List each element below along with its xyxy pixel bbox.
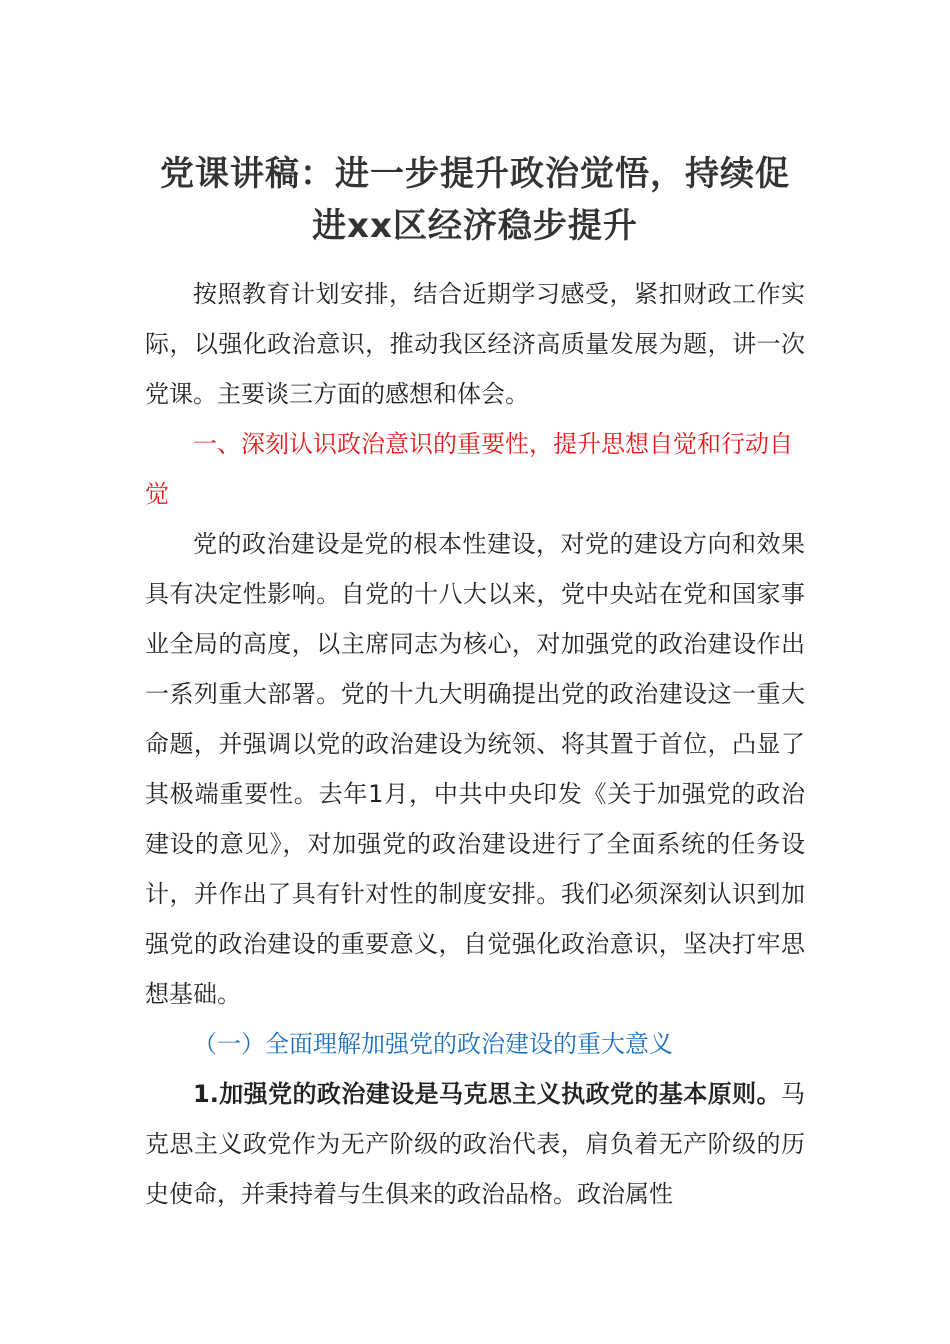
intro-paragraph: 按照教育计划安排，结合近期学习感受，紧扣财政工作实际，以强化政治意识，推动我区经济高质量发展为题，讲一次党课。主要谈三方面的感想和体会。 xyxy=(145,280,805,408)
point-1-lead: 1.加强党的政治建设是马克思主义执政党的基本原则。 xyxy=(193,1080,781,1108)
point-1-paragraph xyxy=(145,1069,805,1219)
subsection-1-heading: （一）全面理解加强党的政治建设的重大意义 xyxy=(193,1030,673,1058)
section-1-heading: 一、深刻认识政治意识的重要性，提升思想自觉和行动自觉 xyxy=(145,430,793,508)
document-content xyxy=(145,148,805,1219)
document-title: 党课讲稿：进一步提升政治觉悟，持续促进xx区经济稳步提升 xyxy=(160,154,790,246)
section-1-paragraph: 党的政治建设是党的根本性建设，对党的建设方向和效果具有决定性影响。自党的十八大以来，党中央站在党和国家事业全局的高度，以主席同志为核心，对加强党的政治建设作出一系列重大部署。党的十九大明确提出党的政治建设这一重大命题，并强调以党的政治建设为统领、将其置于首位，凸显了其极端重要性。去年1月，中共中央印发《关于加强党的政治建设的意见》，对加强党的政治建设进行了全面系统的任务设计，并作出了具有针对性的制度安排。我们必须深刻认识到加强党的政治建设的重要意义，自觉强化政治意识，坚决打牢思想基础。 xyxy=(145,530,805,1008)
point-1-body: 马克思主义政党作为无产阶级的政治代表，肩负着无产阶级的历史使命，并秉持着与生俱来的政治品格。政治属性 xyxy=(145,1080,805,1208)
